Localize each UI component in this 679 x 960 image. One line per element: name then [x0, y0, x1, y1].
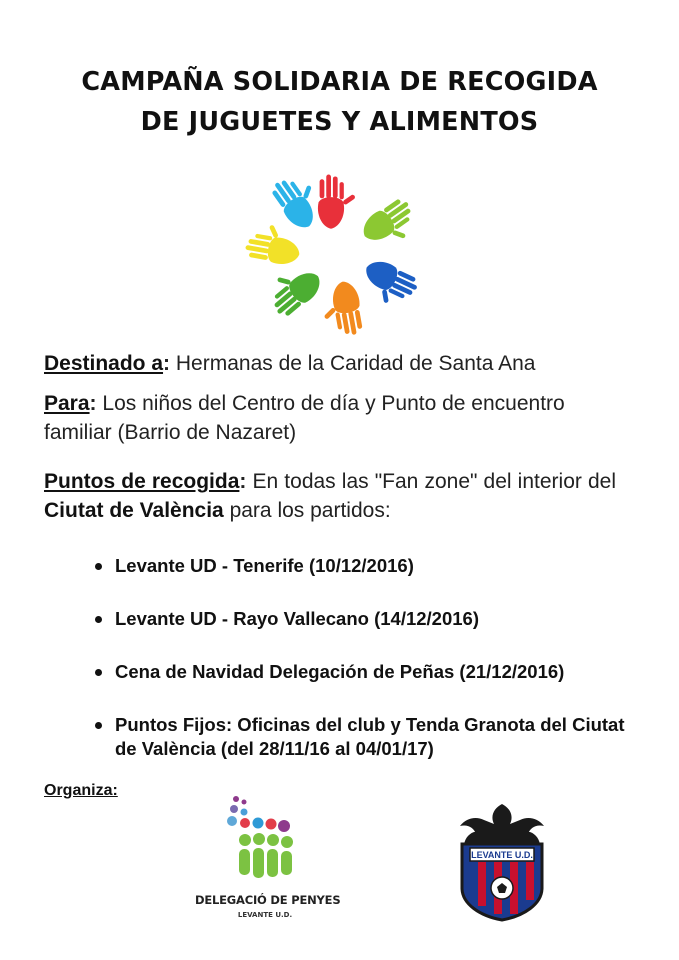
hands-circle-illustration	[225, 160, 435, 340]
bullet-icon	[95, 722, 102, 729]
page-title	[0, 62, 679, 142]
logo-figures	[239, 833, 293, 878]
hand-yellow	[244, 220, 304, 267]
hand-green	[260, 257, 326, 321]
bullet-icon	[95, 616, 102, 623]
penyes-logo	[200, 793, 330, 928]
hand-orange	[318, 279, 365, 339]
list-item: Levante UD - Tenerife (10/12/2016)	[92, 554, 632, 578]
stadium-name: Ciutat de València	[44, 499, 224, 522]
list-item: Levante UD - Rayo Vallecano (14/12/2016)	[92, 607, 632, 631]
puntos-paragraph: Puntos de recogida: En todas las "Fan zone" del interior del Ciutat de València para los partidos:	[44, 470, 616, 522]
bat-emblem	[460, 804, 544, 846]
bullet-icon	[95, 669, 102, 676]
destinado-text: Hermanas de la Caridad de Santa Ana	[175, 352, 536, 375]
logo-dots	[227, 796, 290, 832]
football-icon	[491, 877, 513, 899]
bullet-icon	[95, 563, 102, 570]
list-item: Puntos Fijos: Oficinas del club y Tenda Granota del Ciutat de València (del 28/11/16 al 04/01/17)	[92, 713, 632, 761]
para-label: Para	[44, 392, 90, 415]
hand-red	[318, 175, 356, 229]
puntos-text-after: para los partidos:	[229, 499, 391, 522]
organiza-label: Organiza:	[44, 782, 118, 799]
puntos-label: Puntos de recogida	[44, 470, 240, 493]
penyes-subtitle: LEVANTE U.D.	[237, 911, 293, 919]
para-paragraph: Para: Los niños del Centro de día y Punto de encuentro familiar (Barrio de Nazaret)	[44, 392, 565, 444]
title-line-1: CAMPAÑA SOLIDARIA DE RECOGIDA	[81, 67, 598, 97]
destinado-label: Destinado a	[44, 352, 164, 375]
para-text: Los niños del Centro de día y Punto de encuentro familiar (Barrio de Nazaret)	[44, 392, 565, 444]
matches-list	[92, 554, 632, 790]
crest-banner-text: LEVANTE U.D.	[471, 850, 533, 860]
list-item: Cena de Navidad Delegación de Peñas (21/12/2016)	[92, 660, 632, 684]
destinado-paragraph: Destinado a: Hermanas de la Caridad de Santa Ana	[44, 352, 536, 375]
puntos-text: En todas las "Fan zone" del interior del	[252, 470, 616, 493]
hand-blue	[356, 256, 421, 313]
title-line-2: DE JUGUETES Y ALIMENTOS	[140, 107, 539, 137]
levante-crest-logo	[454, 802, 550, 922]
penyes-name: DELEGACIÓ DE PENYES	[195, 893, 341, 907]
hand-lime	[357, 194, 423, 256]
